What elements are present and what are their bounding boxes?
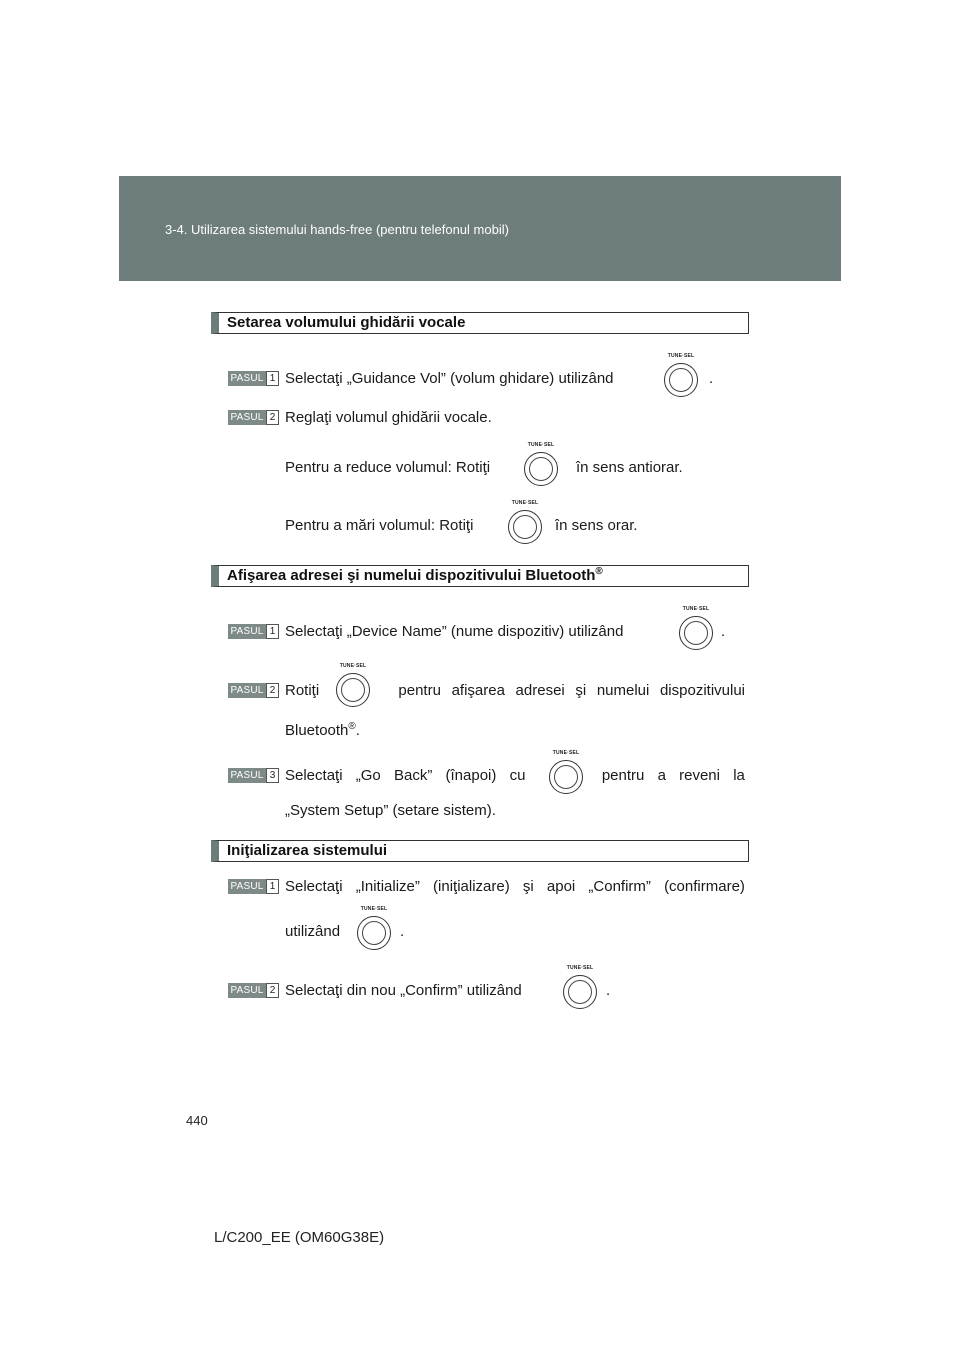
step-text: „System Setup” (setare sistem). xyxy=(285,802,496,819)
step-text: Selectaţi „Guidance Vol” (volum ghidare) utilizând xyxy=(285,370,614,387)
step-text-justified: Selectaţi „Go Back” (înapoi) cu pentru a reveni la xyxy=(285,767,745,784)
tune-sel-knob-icon: TUNE·SEL xyxy=(334,663,372,709)
page-number: 440 xyxy=(186,1113,208,1128)
section-title-bluetooth-device: Afişarea adresei şi numelui dispozitivului Bluetooth® xyxy=(211,565,749,587)
tune-sel-knob-icon: TUNE·SEL xyxy=(506,500,544,546)
step-subtext: Pentru a mări volumul: Rotiţi xyxy=(285,517,474,534)
step-badge: PASUL 2 xyxy=(228,410,280,425)
tune-sel-knob-icon: TUNE·SEL xyxy=(522,442,560,488)
step-text: . xyxy=(721,623,726,640)
tune-sel-knob-icon: TUNE·SEL xyxy=(547,750,585,796)
step-badge: PASUL 1 xyxy=(228,624,280,639)
step-text-justified: Rotiţi pentru afişarea adresei şi numelui dispozitivului xyxy=(285,682,745,699)
tune-sel-knob-icon: TUNE·SEL xyxy=(662,353,700,399)
step-badge: PASUL 1 xyxy=(228,371,280,386)
step-text-justified: Selectaţi „Initialize” (iniţializare) şi apoi „Confirm” (confirmare) xyxy=(285,878,745,895)
breadcrumb: 3-4. Utilizarea sistemului hands-free (pentru telefonul mobil) xyxy=(165,222,509,237)
step-subtext: Pentru a reduce volumul: Rotiţi xyxy=(285,459,491,476)
step-badge: PASUL 2 xyxy=(228,683,280,698)
step-badge: PASUL 1 xyxy=(228,879,280,894)
chapter-header xyxy=(119,176,841,281)
step-text: Selectaţi „Device Name” (nume dispozitiv) utilizând xyxy=(285,623,624,640)
document-code: L/C200_EE (OM60G38E) xyxy=(214,1229,385,1246)
step-text: utilizând xyxy=(285,923,341,940)
tune-sel-knob-icon: TUNE·SEL xyxy=(561,965,599,1011)
step-text: . xyxy=(400,923,405,940)
step-text: . xyxy=(606,982,611,999)
step-text: Bluetooth®. xyxy=(285,721,360,739)
step-badge: PASUL 2 xyxy=(228,983,280,998)
step-subtext: în sens antiorar. xyxy=(576,459,683,476)
tune-sel-knob-icon: TUNE·SEL xyxy=(677,606,715,652)
tune-sel-knob-icon: TUNE·SEL xyxy=(355,906,393,952)
step-badge: PASUL 3 xyxy=(228,768,280,783)
step-text: Reglaţi volumul ghidării vocale. xyxy=(285,409,492,426)
section-title-initialize: Iniţializarea sistemului xyxy=(211,840,749,862)
step-subtext: în sens orar. xyxy=(555,517,638,534)
section-title-voice-volume: Setarea volumului ghidării vocale xyxy=(211,312,749,334)
step-text: . xyxy=(709,370,714,387)
step-text: Selectaţi din nou „Confirm” utilizând xyxy=(285,982,522,999)
